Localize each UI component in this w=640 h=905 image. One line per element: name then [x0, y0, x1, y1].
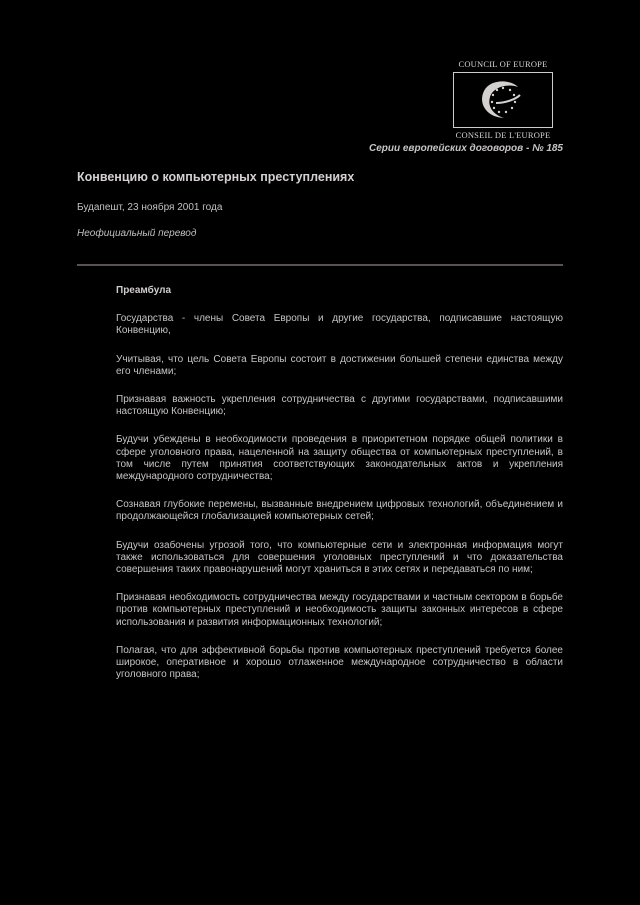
logo-top-text: COUNCIL OF EUROPE — [458, 59, 548, 69]
preamble-paragraph: Признавая важность укрепления сотрудничества с другими государствами, подписавшими настоящую Конвенцию; — [116, 394, 563, 418]
preamble-section — [116, 285, 563, 697]
preamble-heading: Преамбула — [116, 285, 172, 296]
treaty-series-number: Серии европейских договоров - № 185 — [368, 143, 563, 154]
council-of-europe-logo — [446, 59, 560, 140]
logo-bottom-text: CONSEIL DE L'EUROPE — [455, 130, 551, 140]
council-of-europe-emblem-icon — [453, 72, 553, 128]
preamble-paragraph: Будучи озабочены угрозой того, что компьютерные сети и электронная информация могут также использоваться для совершения уголовных преступлений и что доказательства совершения таких правонарушений могут храниться в этих сетях и передаваться по ним; — [116, 539, 563, 576]
preamble-paragraph: Полагая, что для эффективной борьбы против компьютерных преступлений требуется более широкое, оперативное и хорошо отлаженное международное сотрудничество в области уголовного права; — [116, 644, 563, 681]
preamble-paragraph: Учитывая, что цель Совета Европы состоит в достижении большей степени единства между его членами; — [116, 353, 563, 377]
preamble-paragraph: Государства - члены Совета Европы и другие государства, подписавшие настоящую Конвенцию, — [116, 313, 563, 337]
place-date: Будапешт, 23 ноября 2001 года — [77, 202, 223, 213]
preamble-paragraph: Сознавая глубокие перемены, вызванные внедрением цифровых технологий, объединением и продолжающейся глобализацией компьютерных сетей; — [116, 499, 563, 523]
translation-note: Неофициальный перевод — [77, 228, 197, 239]
horizontal-divider — [77, 264, 563, 266]
preamble-paragraph: Будучи убеждены в необходимости проведения в приоритетном порядке общей политики в сфере уголовного права, нацеленной на защиту общества от компьютерных преступлений, в том числе путем принятия соответствующих законодательных актов и укрепления международного сотрудничества; — [116, 434, 563, 483]
document-title: Конвенцию о компьютерных преступлениях — [77, 170, 355, 184]
preamble-paragraph: Признавая необходимость сотрудничества между государствами и частным сектором в борьбе против компьютерных преступлений и необходимость защиты законных интересов в сфере использования и развития информационных технологий; — [116, 592, 563, 628]
